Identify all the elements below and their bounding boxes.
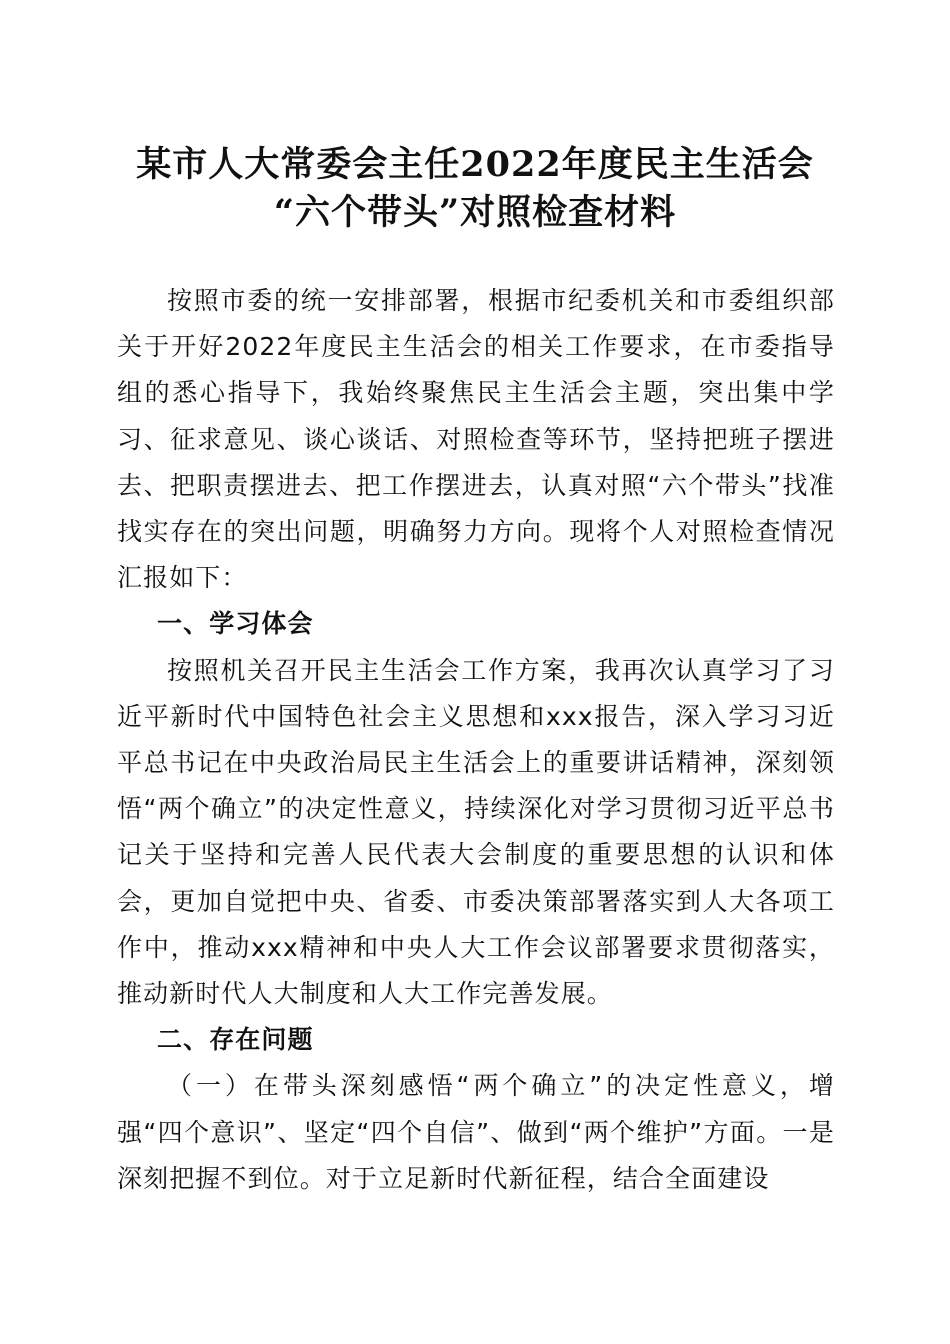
section-2-paragraph: （一）在带头深刻感悟“两个确立”的决定性意义，增强“四个意识”、坚定“四个自信”、做到“两个维护”方面。一是深刻把握不到位。对于立足新时代新征程，结合全面建设	[117, 1071, 835, 1193]
document-title-line-1: 某市人大常委会主任2022年度民主生活会	[136, 144, 814, 185]
section-2-heading: 二、存在问题	[157, 1025, 314, 1055]
section-1-heading: 一、学习体会	[157, 609, 314, 639]
document-body	[117, 278, 835, 1202]
intro-paragraph: 按照市委的统一安排部署，根据市纪委机关和市委组织部关于开好2022年度民主生活会的相关工作要求，在市委指导组的悉心指导下，我始终聚焦民主生活会主题，突出集中学习、征求意见、谈心谈话、对照检查等环节，坚持把班子摆进去、把职责摆进去、把工作摆进去，认真对照“六个带头”找准找实存在的突出问题，明确努力方向。现将个人对照检查情况汇报如下：	[117, 286, 835, 593]
document-title-line-2: “六个带头”对照检查材料	[273, 192, 677, 233]
section-1-paragraph: 按照机关召开民主生活会工作方案，我再次认真学习了习近平新时代中国特色社会主义思想和xxx报告，深入学习习近平总书记在中央政治局民主生活会上的重要讲话精神，深刻领悟“两个确立”的决定性意义，持续深化对学习贯彻习近平总书记关于坚持和完善人民代表大会制度的重要思想的认识和体会，更加自觉把中央、省委、市委决策部署落实到人大各项工作中，推动xxx精神和中央人大工作会议部署要求贯彻落实，推动新时代人大制度和人大工作完善发展。	[117, 655, 835, 1009]
